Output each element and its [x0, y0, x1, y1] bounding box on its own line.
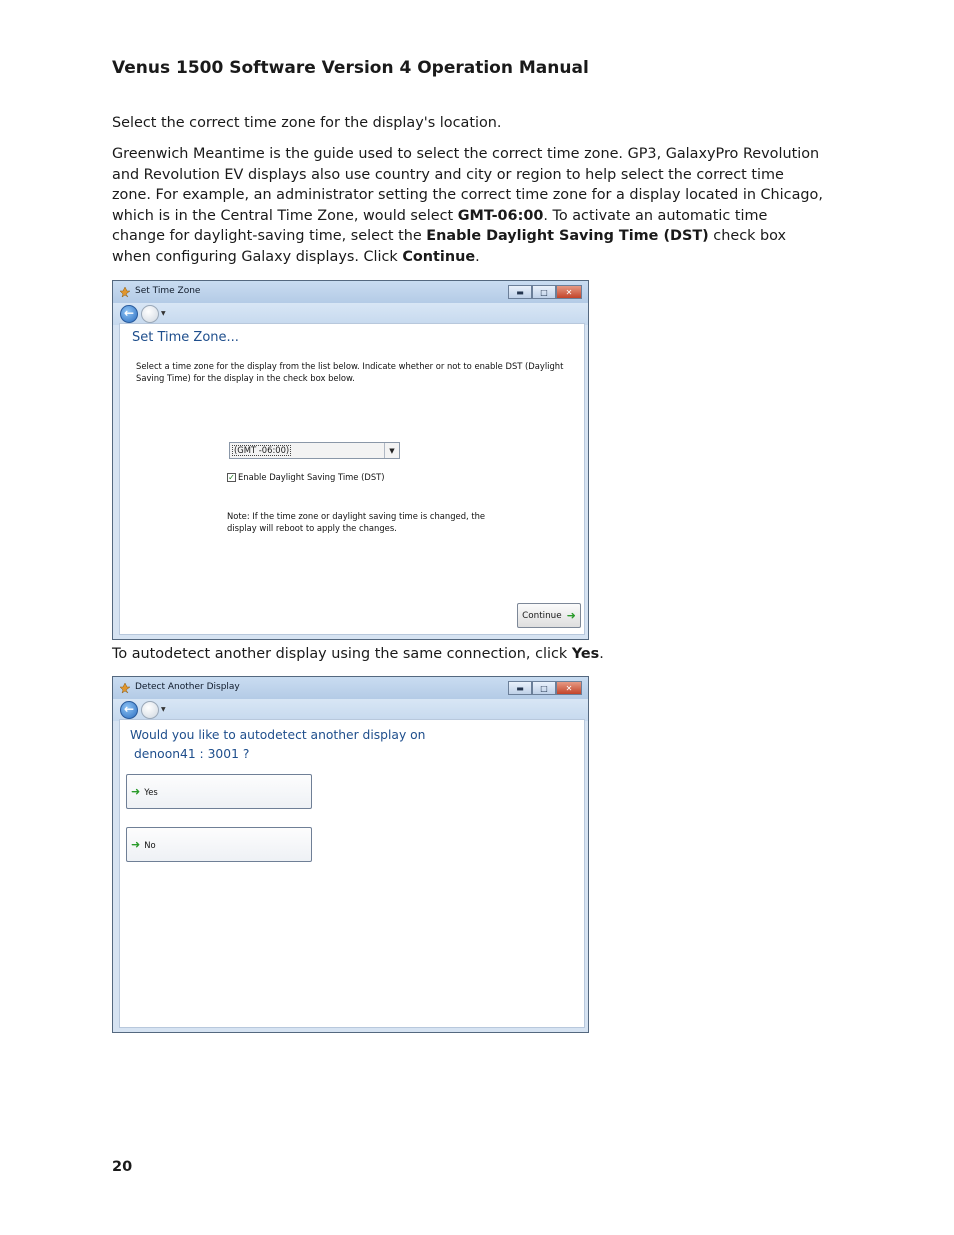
autodetect-question — [130, 726, 460, 764]
reboot-note: Note: If the time zone or daylight saving time is changed, the display will reboot to apply the changes. — [227, 511, 486, 533]
close-icon[interactable]: ✕ — [556, 285, 582, 299]
dst-checkbox[interactable]: ✓ — [228, 472, 235, 482]
back-arrow-icon[interactable]: ← — [120, 305, 138, 323]
chevron-down-icon[interactable]: ▼ — [161, 310, 166, 317]
continue-label: Continue — [522, 610, 562, 621]
intro-text: check box when configuring Galaxy displays. Click — [112, 228, 787, 265]
title-bar — [113, 281, 588, 303]
client-area — [119, 323, 585, 635]
dst-label: Enable Daylight Saving Time (DST) — [238, 472, 385, 482]
minimize-icon[interactable]: ▬ — [508, 285, 532, 299]
green-arrow-icon: ➜ — [566, 609, 576, 622]
title-bar — [113, 677, 588, 699]
intro-text: Greenwich Meantime is the guide used to select the correct time zone. GP3, GalaxyPro Revolution and Revolution EV displays also use country and city or region to help select the correct time zone. For example, an administrator setting the correct time zone for a display located in Chicago, which is in the Central Time Zone, would select — [112, 146, 823, 224]
caption-buttons — [508, 285, 582, 299]
gmt-bold: GMT-06:00 — [457, 207, 544, 224]
detect-another-display-window — [112, 676, 589, 1033]
question-text: Would you like to autodetect another display on — [130, 728, 426, 742]
page-number: 20 — [112, 1159, 133, 1175]
yes-bold: Yes — [571, 646, 600, 662]
maximize-icon[interactable]: □ — [532, 285, 556, 299]
continue-button[interactable] — [517, 603, 581, 628]
host-text: denoon41 : 3001 ? — [134, 747, 250, 761]
green-arrow-icon: ➜ — [131, 785, 141, 798]
green-arrow-icon: ➜ — [131, 838, 141, 851]
client-area — [119, 719, 585, 1028]
intro-text: . — [475, 248, 480, 265]
app-icon — [119, 286, 131, 298]
navigation-bar — [113, 699, 588, 721]
close-icon[interactable]: ✕ — [556, 681, 582, 695]
minimize-icon[interactable]: ▬ — [508, 681, 532, 695]
continue-bold: Continue — [402, 248, 476, 265]
window-title: Set Time Zone — [135, 286, 201, 296]
yes-button[interactable] — [126, 774, 312, 809]
dst-bold: Enable Daylight Saving Time (DST) — [426, 228, 709, 245]
document-title: Venus 1500 Software Version 4 Operation Manual — [112, 58, 589, 78]
autodetect-text: To autodetect another display using the same connection, click — [112, 646, 572, 662]
window-title: Detect Another Display — [135, 682, 240, 692]
chevron-down-icon[interactable]: ▼ — [384, 443, 399, 458]
maximize-icon[interactable]: □ — [532, 681, 556, 695]
no-label: No — [144, 839, 156, 850]
dst-option[interactable] — [227, 472, 385, 482]
autodetect-paragraph — [112, 644, 824, 665]
app-icon — [119, 682, 131, 694]
intro-text: . To activate an automatic time change for daylight-saving time, select the — [112, 207, 768, 245]
instructions-text: Select a time zone for the display from the list below. Indicate whether or not to enable DST (Daylight Saving Time) for the display in the check box below. — [136, 361, 564, 383]
set-time-zone-window — [112, 280, 589, 640]
forward-arrow-icon[interactable] — [141, 701, 159, 719]
no-button[interactable] — [126, 827, 312, 862]
page-heading: Set Time Zone... — [132, 330, 239, 345]
time-zone-value: (GMT -06:00) — [234, 445, 290, 455]
chevron-down-icon[interactable]: ▼ — [161, 706, 166, 713]
intro-paragraph-1: Select the correct time zone for the display's location. — [112, 115, 502, 131]
caption-buttons — [508, 681, 582, 695]
intro-paragraph-2 — [112, 144, 824, 268]
autodetect-text: . — [599, 646, 604, 662]
back-arrow-icon[interactable]: ← — [120, 701, 138, 719]
navigation-bar — [113, 303, 588, 325]
yes-label: Yes — [144, 786, 158, 797]
time-zone-select[interactable] — [229, 442, 400, 459]
forward-arrow-icon[interactable] — [141, 305, 159, 323]
